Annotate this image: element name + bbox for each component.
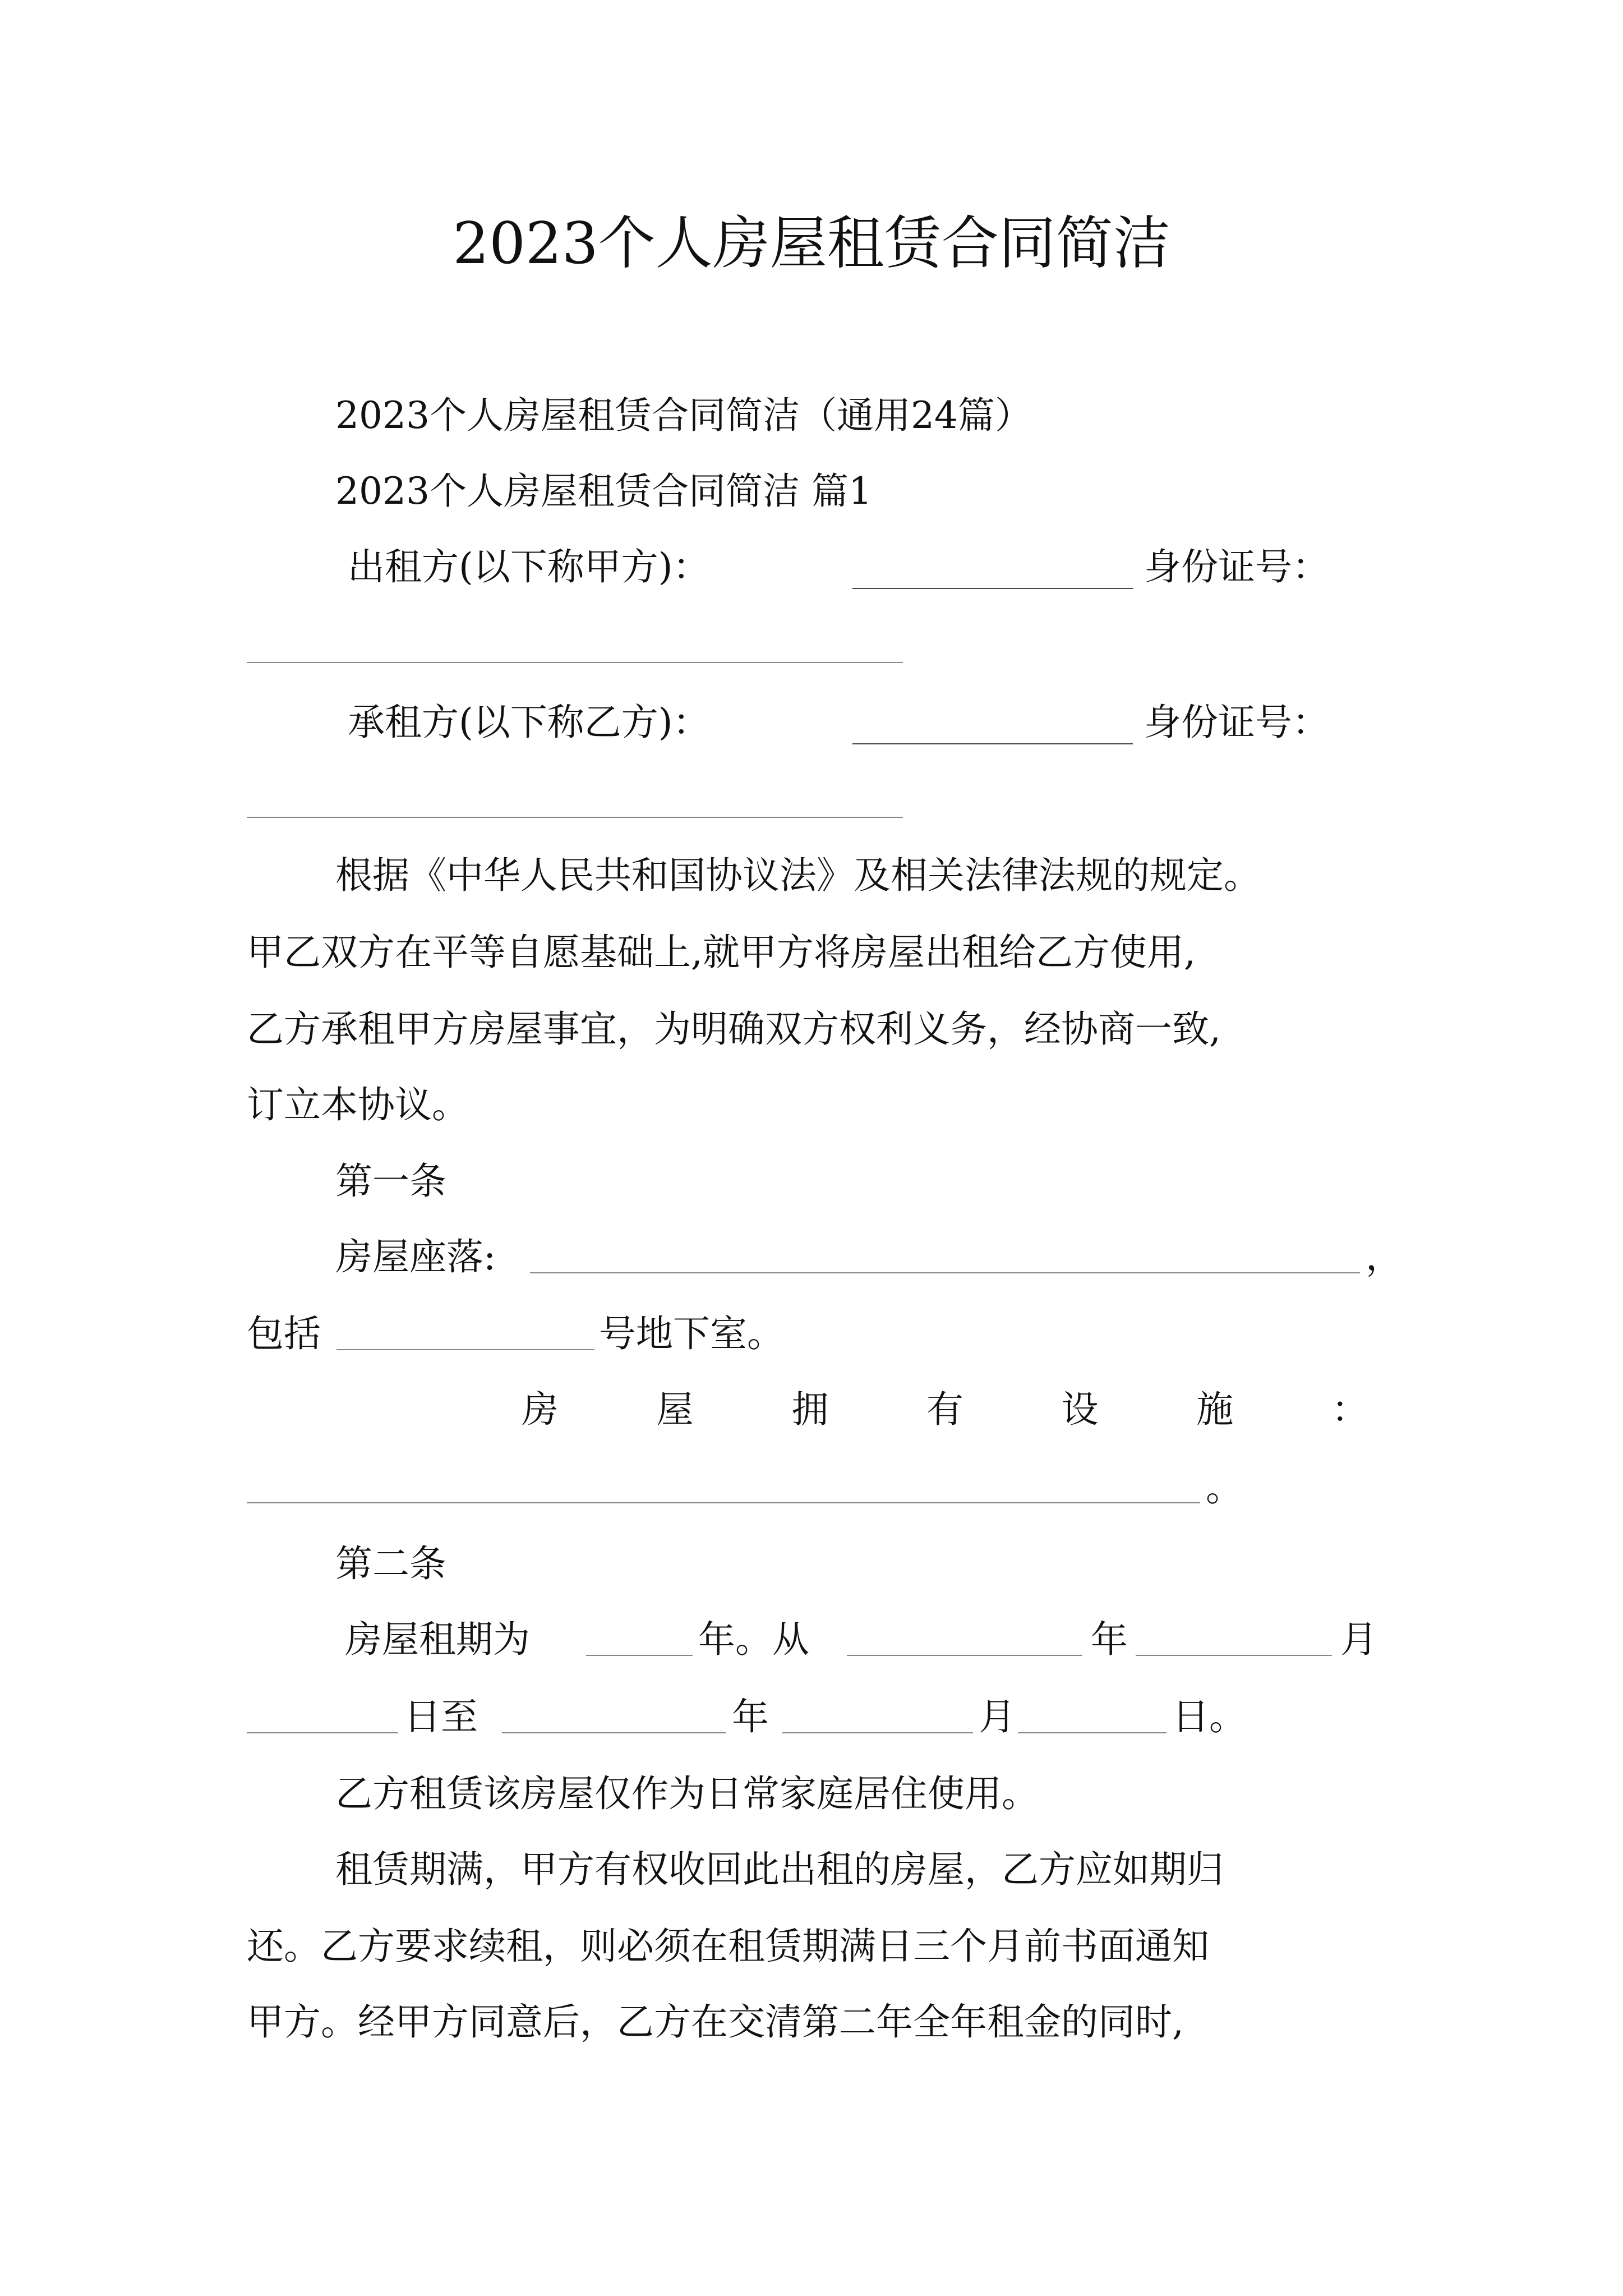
renewal-line-2: 还。乙方要求续租，则必须在租赁期满日三个月前书面通知 <box>247 1925 1209 1968</box>
lessor-id-blank[interactable] <box>247 662 903 663</box>
location-label: 房屋座落: <box>335 1235 496 1278</box>
facilities-char: 屋 <box>656 1388 694 1431</box>
article-1-heading: 第一条 <box>335 1159 446 1203</box>
facilities-char: 设 <box>1061 1388 1099 1431</box>
term-year-from: 年。从 <box>698 1618 809 1661</box>
end-month-blank[interactable] <box>782 1732 973 1733</box>
location-end: ， <box>1366 1235 1403 1278</box>
basement-number-blank[interactable] <box>336 1349 594 1350</box>
end-year-label: 年 <box>732 1695 769 1738</box>
start-day-blank[interactable] <box>247 1732 398 1733</box>
renewal-line-1: 租赁期满，甲方有权收回此出租的房屋，乙方应如期归 <box>335 1848 1224 1891</box>
end-year-blank[interactable] <box>502 1732 726 1733</box>
term-years-blank[interactable] <box>586 1655 693 1656</box>
lessee-id-blank[interactable] <box>247 817 903 818</box>
lessee-name-blank[interactable] <box>852 710 1133 744</box>
document-title: 2023个人房屋租赁合同简洁 <box>453 210 1170 277</box>
lessor-name-blank[interactable] <box>852 554 1133 589</box>
section-heading: 2023个人房屋租赁合同简洁 篇1 <box>335 470 872 513</box>
location-blank[interactable] <box>530 1272 1360 1273</box>
renewal-line-3: 甲方。经甲方同意后，乙方在交清第二年全年租金的同时, <box>247 2000 1184 2044</box>
facilities-char: 拥 <box>791 1388 829 1431</box>
lessee-label: 承租方(以下称乙方)： <box>348 701 710 744</box>
start-day-label: 日至 <box>404 1695 478 1738</box>
facilities-end: 。 <box>1206 1466 1243 1510</box>
article-2-heading: 第二条 <box>335 1542 446 1585</box>
preamble-line-3: 乙方承租甲方房屋事宜，为明确双方权利义务，经协商一致, <box>247 1007 1221 1051</box>
start-year-label: 年 <box>1091 1618 1128 1661</box>
end-month-label: 月 <box>979 1695 1016 1738</box>
facilities-char: ： <box>1331 1388 1368 1431</box>
facilities-char: 施 <box>1196 1388 1234 1431</box>
facilities-char: 房 <box>522 1388 559 1431</box>
document-subtitle: 2023个人房屋租赁合同简洁（通用24篇） <box>335 394 1032 437</box>
lessor-label: 出租方(以下称甲方)： <box>348 545 710 588</box>
start-month-blank[interactable] <box>1136 1655 1332 1656</box>
lessor-id-label: 身份证号： <box>1144 545 1329 588</box>
end-day-label: 日。 <box>1172 1695 1246 1738</box>
includes-label: 包括 <box>247 1312 321 1355</box>
facilities-blank[interactable] <box>247 1502 1200 1503</box>
end-day-blank[interactable] <box>1018 1732 1166 1733</box>
start-year-blank[interactable] <box>847 1655 1082 1656</box>
term-prefix: 房屋租期为 <box>345 1618 530 1661</box>
preamble-line-2: 甲乙双方在平等自愿基础上,就甲方将房屋出租给乙方使用, <box>247 931 1196 974</box>
lessee-id-label: 身份证号： <box>1144 701 1329 744</box>
includes-suffix: 号地下室。 <box>599 1312 784 1355</box>
usage-clause: 乙方租赁该房屋仅作为日常家庭居住使用。 <box>335 1772 1039 1815</box>
preamble-line-4: 订立本协议。 <box>247 1083 469 1126</box>
facilities-label <box>522 1386 1368 1434</box>
start-month-label: 月 <box>1340 1618 1377 1661</box>
facilities-char: 有 <box>926 1388 963 1431</box>
preamble-line-1: 根据《中华人民共和国协议法》及相关法律法规的规定。 <box>335 854 1261 897</box>
